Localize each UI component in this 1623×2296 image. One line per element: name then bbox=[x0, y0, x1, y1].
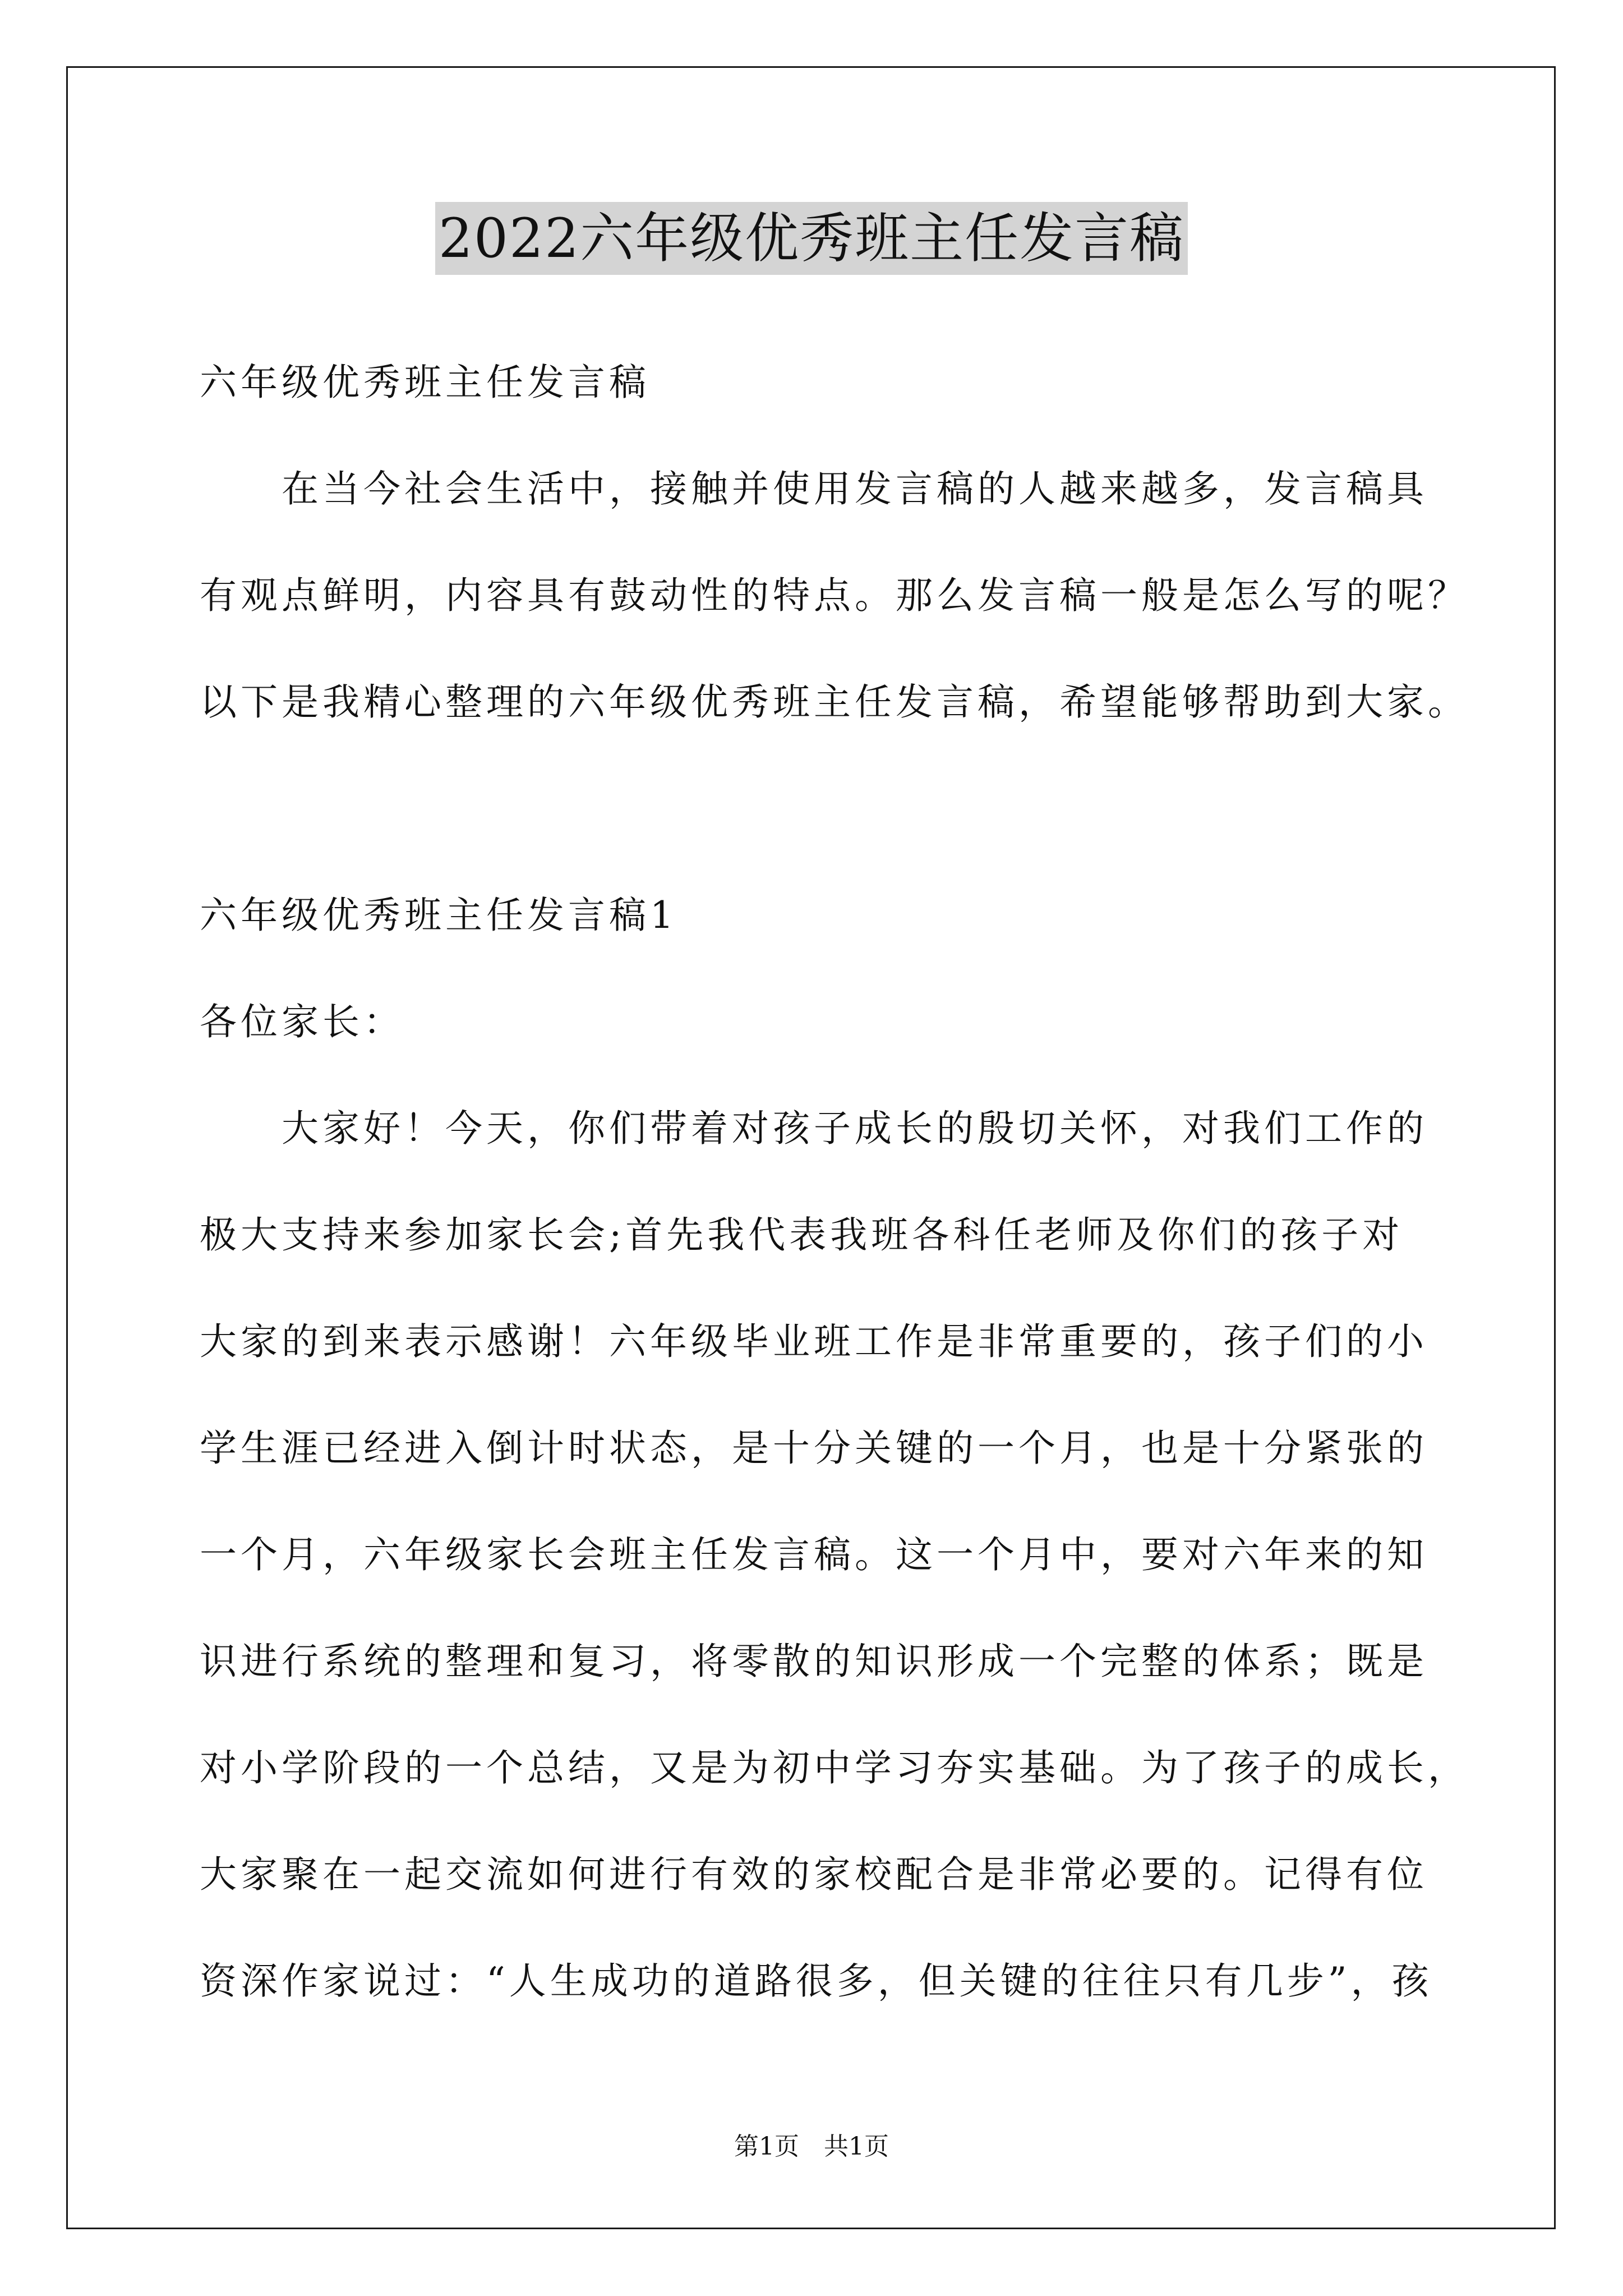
document-body bbox=[200, 349, 1469, 2054]
paragraph-line: 在当今社会生活中，接触并使用发言稿的人越来越多，发言稿具 bbox=[200, 467, 1428, 510]
document-title: 2022六年级优秀班主任发言稿 bbox=[435, 202, 1188, 275]
paragraph-line: 对小学阶段的一个总结，又是为初中学习夯实基础。为了孩子的成长， bbox=[200, 1746, 1469, 1789]
paragraph-line: 有观点鲜明，内容具有鼓动性的特点。那么发言稿一般是怎么写的呢？ bbox=[200, 574, 1469, 617]
page-number-footer: 第1页 共1页 bbox=[734, 2132, 889, 2161]
paragraph-line: 学生涯已经进入倒计时状态，是十分关键的一个月，也是十分紧张的 bbox=[200, 1427, 1428, 1470]
blank-line bbox=[200, 775, 1433, 882]
paragraph-line: 资深作家说过：“人生成功的道路很多，但关键的往往只有几步”，孩 bbox=[200, 1959, 1433, 2003]
paragraph-line: 一个月，六年级家长会班主任发言稿。这一个月中，要对六年来的知 bbox=[200, 1533, 1428, 1576]
subtitle-line: 六年级优秀班主任发言稿 bbox=[200, 361, 650, 404]
paragraph-line: 大家聚在一起交流如何进行有效的家校配合是非常必要的。记得有位 bbox=[200, 1853, 1428, 1896]
paragraph-line: 极大支持来参加家长会;首先我代表我班各科任老师及你们的孩子对 bbox=[200, 1213, 1404, 1257]
section-heading: 六年级优秀班主任发言稿1 bbox=[200, 894, 677, 937]
paragraph-line: 以下是我精心整理的六年级优秀班主任发言稿，希望能够帮助到大家。 bbox=[200, 680, 1469, 724]
salutation-line: 各位家长： bbox=[200, 1000, 404, 1043]
paragraph-line: 大家好！今天，你们带着对孩子成长的殷切关怀，对我们工作的 bbox=[200, 1107, 1428, 1150]
paragraph-line: 大家的到来表示感谢！六年级毕业班工作是非常重要的，孩子们的小 bbox=[200, 1320, 1428, 1363]
title-block bbox=[0, 202, 1623, 275]
paragraph-line: 识进行系统的整理和复习，将零散的知识形成一个完整的体系；既是 bbox=[200, 1640, 1428, 1683]
